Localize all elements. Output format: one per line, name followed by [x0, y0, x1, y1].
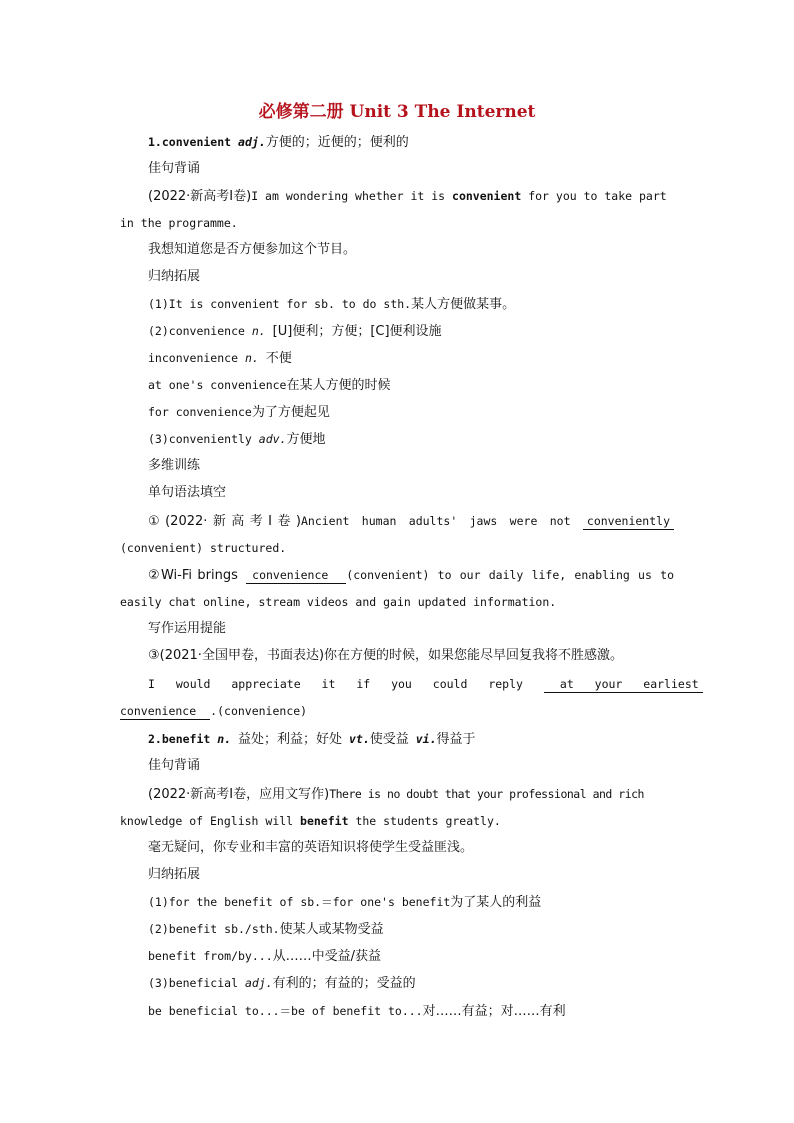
expand-item — [148, 921, 384, 938]
exercise-3-prompt: ③(2021·全国甲卷，书面表达)你在方便的时候，如果您能尽早回复我将不胜感激。 — [148, 648, 624, 663]
expand-cn: 为了方便起见 — [251, 405, 330, 420]
head-pos: adj. — [238, 135, 266, 149]
section-label-sentence: 佳句背诵 — [148, 161, 201, 176]
example-translation: 毫无疑问，你专业和丰富的英语知识将使学生受益匪浅。 — [148, 840, 474, 855]
expand-item — [148, 296, 515, 313]
expand-pos: n. — [244, 351, 259, 365]
exercise-1-line2: (convenient) structured. — [120, 541, 287, 555]
example-sentence-line1 — [148, 188, 674, 205]
exercise-2-line1 — [148, 567, 674, 584]
expand-en: (3)conveniently — [148, 432, 252, 446]
expand-cn: 使某人或某物受益 — [279, 922, 384, 937]
expand-en: at one's convenience — [148, 378, 287, 392]
expand-pos: adj. — [244, 976, 273, 990]
expand-item — [148, 894, 541, 911]
example-source: (2022·新高考Ⅰ卷，应用文写作) — [148, 787, 330, 802]
expand-cn: 为了某人的利益 — [450, 895, 542, 910]
section-label-fill: 单句语法填空 — [148, 485, 227, 500]
head-word: 2.benefit — [148, 732, 211, 746]
exercise-text: I would appreciate it if you could reply — [148, 677, 523, 691]
example-text: the students greatly. — [355, 814, 501, 828]
expand-cn: 方便地 — [286, 432, 326, 447]
expand-en: benefit from/by... — [148, 949, 273, 963]
expand-item — [148, 350, 292, 367]
head-word: 1.convenient — [148, 135, 232, 149]
exercise-text: (convenient) to our daily life, enabling us to — [346, 568, 674, 582]
expand-item — [148, 377, 391, 394]
expand-item — [148, 1003, 566, 1020]
example-text: I am wondering whether it is — [251, 189, 446, 203]
example-sentence-line2 — [120, 813, 501, 829]
example-text: for you to take part — [528, 189, 667, 203]
expand-pos: n. — [251, 324, 266, 338]
section-label-expand: 归纳拓展 — [148, 269, 201, 284]
head-meaning: 使受益 — [369, 732, 409, 747]
exercise-2-line2: easily chat online, stream videos and gain updated information. — [120, 595, 557, 609]
expand-item — [148, 404, 330, 421]
expand-item — [148, 948, 381, 965]
section-label-write: 写作运用提能 — [148, 621, 227, 636]
expand-cn: 某人方便做某事。 — [411, 297, 516, 312]
expand-item — [148, 323, 442, 340]
expand-en: (2)benefit sb./sth. — [148, 922, 280, 936]
exercise-text: Ancient human adults' jaws were not — [300, 514, 571, 528]
example-keyword: benefit — [300, 814, 349, 828]
example-text: knowledge of English will — [120, 814, 294, 828]
expand-cn: 不便 — [265, 351, 292, 366]
expand-cn: 从……中受益/获益 — [272, 949, 382, 964]
expand-item — [148, 431, 326, 448]
answer-blank: convenience — [246, 567, 346, 584]
answer-blank: at your earliest — [544, 676, 703, 693]
head-meaning: 方便的；近便的；便利的 — [265, 135, 409, 150]
answer-blank: convenience — [120, 703, 210, 720]
expand-en: (1)It is convenient for sb. to do sth. — [148, 297, 412, 311]
example-translation: 我想知道您是否方便参加这个节目。 — [148, 242, 357, 257]
exercise-hint: .(convenience) — [210, 704, 308, 718]
example-keyword: convenient — [452, 189, 522, 203]
example-sentence-line1 — [148, 786, 674, 803]
expand-cn: 在某人方便的时候 — [286, 378, 391, 393]
expand-en: (3)beneficial — [148, 976, 239, 990]
expand-cn: 对……有益；对……有利 — [422, 1004, 566, 1019]
expand-en: inconvenience — [148, 351, 239, 365]
expand-pos: adv. — [258, 432, 287, 446]
example-source: (2022·新高考Ⅰ卷) — [148, 189, 252, 204]
exercise-3-line2 — [120, 703, 307, 720]
exercise-text: ②Wi-Fi brings — [148, 568, 238, 583]
exercise-source: ①(2022·新高考Ⅰ卷) — [148, 514, 301, 529]
expand-cn: 有利的；有益的；受益的 — [272, 976, 416, 991]
expand-en: be beneficial to...＝be of benefit to... — [148, 1004, 423, 1018]
head-pos: vt. — [349, 732, 370, 746]
answer-blank: conveniently — [583, 513, 674, 530]
section-label-expand: 归纳拓展 — [148, 867, 201, 882]
head-meaning: 得益于 — [436, 732, 476, 747]
example-text: There is no doubt that your professional and rich — [329, 787, 644, 801]
page-title: 必修第二册 Unit 3 The Internet — [258, 102, 536, 122]
example-sentence-line2: in the programme. — [120, 216, 238, 230]
expand-en: (1)for the benefit of sb.＝for one's benefit — [148, 895, 451, 909]
entry-heading-benefit — [148, 731, 476, 748]
entry-heading-convenient — [148, 134, 409, 151]
exercise-1-line1 — [148, 513, 674, 530]
expand-en: (2)convenience — [148, 324, 245, 338]
expand-item — [148, 975, 416, 992]
section-label-sentence: 佳句背诵 — [148, 758, 201, 773]
head-pos: vi. — [415, 732, 437, 746]
head-pos: n. — [217, 732, 232, 746]
expand-cn: [U]便利；方便；[C]便利设施 — [272, 324, 442, 339]
head-meaning: 益处；利益；好处 — [238, 732, 343, 747]
section-label-train: 多维训练 — [148, 458, 201, 473]
exercise-3-line1 — [148, 676, 699, 693]
expand-en: for convenience — [148, 405, 252, 419]
